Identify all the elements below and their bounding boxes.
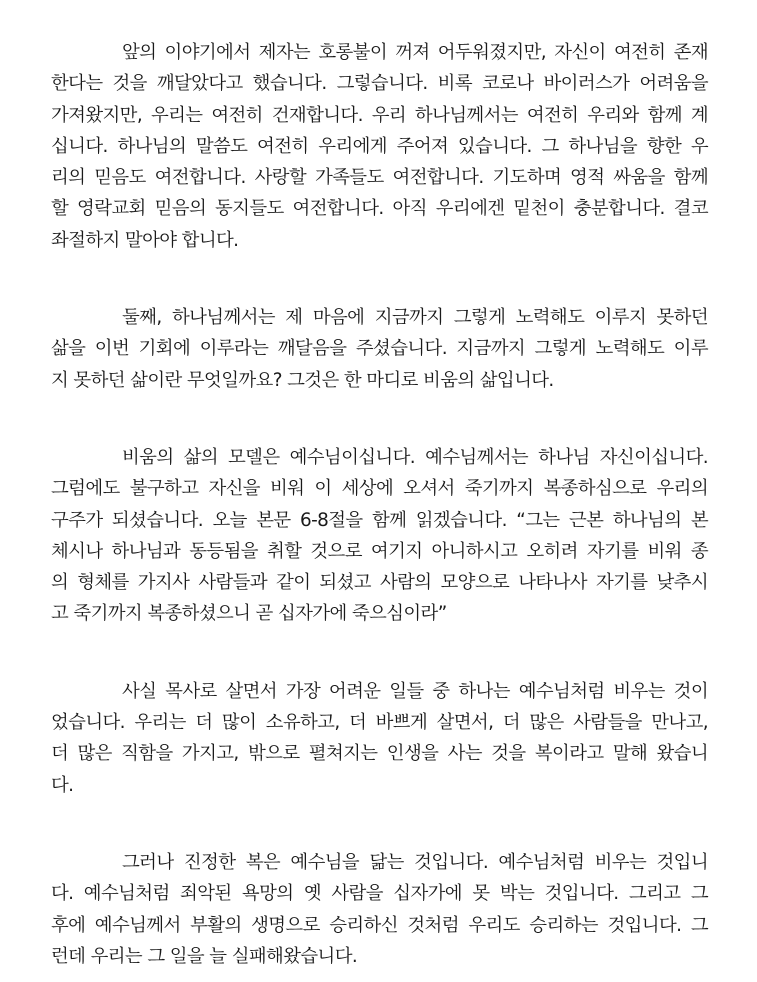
text-line: 그럼에도 불구하고 자신을 비워 이 세상에 오셔서 죽기까지 복종하심으로 우리의	[51, 478, 708, 500]
text-line: 체시나 하나님과 동등됨을 취할 것으로 여기지 아니하시고 오히려 자기를 비워 종	[51, 540, 708, 562]
paragraph-4	[51, 676, 708, 801]
text-line: 고 죽기까지 복종하셨으니 곧 십자가에 죽으심이라”	[51, 603, 447, 625]
text-line: 한다는 것을 깨달았다고 했습니다. 그렇습니다. 비록 코로나 바이러스가 어려움을	[51, 73, 708, 95]
paragraph-5	[51, 847, 708, 972]
paragraph-1	[51, 37, 708, 256]
text-line: 그러나 진정한 복은 예수님을 닮는 것입니다. 예수님처럼 비우는 것입니	[122, 851, 708, 873]
text-line: 리의 믿음도 여전합니다. 사랑할 가족들도 여전합니다. 기도하며 영적 싸움을 함께	[51, 167, 708, 189]
text-line: 런데 우리는 그 일을 늘 실패해왔습니다.	[51, 945, 358, 967]
text-line: 둘째, 하나님께서는 제 마음에 지금까지 그렇게 노력해도 이루지 못하던	[122, 307, 708, 329]
text-line: 삶을 이번 기회에 이루라는 깨달음을 주셨습니다. 지금까지 그렇게 노력해도 이루	[51, 338, 708, 360]
text-line: 의 형체를 가지사 사람들과 같이 되셨고 사람의 모양으로 나타나사 자기를 낮추시	[51, 572, 708, 594]
text-line: 후에 예수님께서 부활의 생명으로 승리하신 것처럼 우리도 승리하는 것입니다. 그	[51, 914, 708, 936]
text-line: 앞의 이야기에서 제자는 호롱불이 꺼져 어두워졌지만, 자신이 여전히 존재	[122, 42, 708, 63]
text-line: 사실 목사로 살면서 가장 어려운 일들 중 하나는 예수님처럼 비우는 것이	[122, 680, 708, 702]
text-line: 지 못하던 삶이란 무엇일까요? 그것은 한 마디로 비움의 삶입니다.	[51, 369, 554, 391]
text-line: 가져왔지만, 우리는 여전히 건재합니다. 우리 하나님께서는 여전히 우리와 함께 계	[51, 104, 708, 126]
paragraph-3	[51, 442, 708, 630]
text-line: 십니다. 하나님의 말씀도 여전히 우리에게 주어져 있습니다. 그 하나님을 향한 우	[51, 135, 708, 157]
text-line: 할 영락교회 믿음의 동지들도 여전합니다. 아직 우리에겐 밑천이 충분합니다. 결코	[51, 198, 708, 220]
text-line: 더 많은 직함을 가지고, 밖으로 펼쳐지는 인생을 사는 것을 복이라고 말해 왔습니	[51, 743, 708, 765]
text-line: 비움의 삶의 모델은 예수님이십니다. 예수님께서는 하나님 자신이십니다.	[122, 446, 708, 468]
text-line: 구주가 되셨습니다. 오늘 본문 6-8절을 함께 읽겠습니다. “그는 근본 하나님의 본	[51, 509, 708, 531]
text-line: 다. 예수님처럼 죄악된 욕망의 옛 사람을 십자가에 못 박는 것입니다. 그리고 그	[51, 883, 708, 905]
paragraph-2	[51, 302, 708, 396]
text-line: 다.	[51, 774, 74, 796]
text-line: 었습니다. 우리는 더 많이 소유하고, 더 바쁘게 살면서, 더 많은 사람들을 만나고,	[51, 712, 708, 734]
text-line: 좌절하지 말아야 합니다.	[51, 229, 239, 251]
